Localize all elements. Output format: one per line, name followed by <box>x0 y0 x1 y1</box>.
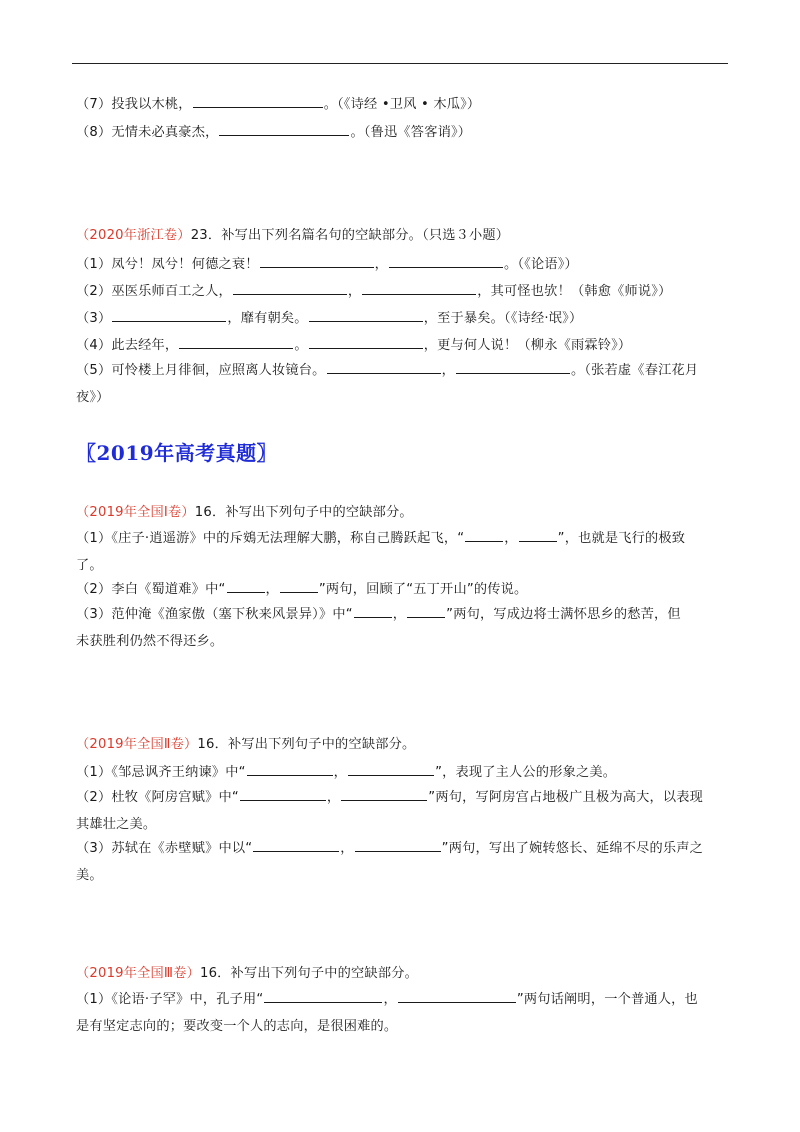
question-line-8 <box>76 123 471 142</box>
answer-blank[interactable] <box>253 839 339 852</box>
question-header-2019-national-1 <box>76 504 413 522</box>
question-text: （2）杜牧《阿房宫赋》中“ <box>76 790 239 805</box>
question-line-1 <box>76 763 616 782</box>
separator: ， <box>333 765 348 780</box>
exam-source-label: （2019年全国Ⅰ卷） <box>76 505 195 520</box>
separator: ， <box>374 257 389 272</box>
question-text: 是有坚定志向的；要改变一个人的志向，是很困难的。 <box>76 1018 398 1034</box>
question-source: ，其可怪也欤！（韩愈《师说》） <box>477 284 672 299</box>
question-line-1 <box>76 255 578 274</box>
answer-blank[interactable] <box>456 361 570 374</box>
exam-source-label: （2020年浙江卷） <box>76 228 191 243</box>
header-rule <box>72 63 728 64</box>
exam-source-label: （2019年全国Ⅲ卷） <box>76 966 200 981</box>
answer-blank[interactable] <box>112 309 226 322</box>
question-text: ”，也就是飞行的极致 <box>557 531 686 546</box>
separator: ， <box>347 284 362 299</box>
question-text: ”两句，写阿房宫占地极广且极为高大，以表现 <box>428 790 704 805</box>
answer-blank[interactable] <box>219 123 349 136</box>
question-header-2019-national-2 <box>76 736 415 754</box>
answer-blank[interactable] <box>341 788 427 801</box>
answer-blank[interactable] <box>179 336 293 349</box>
question-source: ，至于暴矣。（《诗经·氓》） <box>423 311 583 326</box>
answer-blank[interactable] <box>519 529 557 542</box>
question-line-7 <box>76 95 480 114</box>
answer-blank[interactable] <box>260 255 374 268</box>
question-text: （2）巫医乐师百工之人， <box>76 284 232 299</box>
question-line-3 <box>76 602 726 655</box>
question-text: （7）投我以木桃， <box>76 97 192 112</box>
answer-blank[interactable] <box>264 990 382 1003</box>
question-text: （4）此去经年， <box>76 338 179 353</box>
question-instruction: 16．补写出下列句子中的空缺部分。 <box>197 737 416 752</box>
separator: ， <box>504 531 518 546</box>
question-text: （1）《庄子·逍遥游》中的斥鴳无法理解大鹏，称自己腾跃起飞，“ <box>76 531 465 546</box>
separator: ， <box>326 790 341 805</box>
answer-blank[interactable] <box>240 788 326 801</box>
question-line-5 <box>76 358 726 411</box>
answer-blank[interactable] <box>389 255 503 268</box>
question-header-2020-zhejiang <box>76 227 509 245</box>
answer-blank[interactable] <box>247 763 333 776</box>
question-line-1 <box>76 526 726 579</box>
question-source: 。（张若虚《春江花月 <box>570 363 699 378</box>
question-text: （3）范仲淹《渔家傲（塞下秋来风景异）》中“ <box>76 607 353 622</box>
question-text: ”两句，写成边将士满怀思乡的愁苦，但 <box>446 607 681 622</box>
section-title: 〖2019年高考真题〗 <box>76 441 278 465</box>
question-line-1 <box>76 987 726 1040</box>
separator: ， <box>441 363 455 378</box>
question-line-3 <box>76 309 582 328</box>
answer-blank[interactable] <box>280 580 318 593</box>
question-text: ”，表现了主人公的形象之美。 <box>435 765 617 780</box>
separator: ， <box>265 582 279 597</box>
question-text: （5）可怜楼上月徘徊，应照离人妆镜台。 <box>76 363 326 378</box>
question-text: ”两句，写出了婉转悠长、延绵不尽的乐声之 <box>441 841 704 856</box>
question-text: ”两句，回顾了“五丁开山”的传说。 <box>318 582 528 597</box>
answer-blank[interactable] <box>355 839 441 852</box>
question-header-2019-national-3 <box>76 965 418 983</box>
separator: ， <box>383 992 397 1007</box>
answer-blank[interactable] <box>233 282 347 295</box>
question-text: 未获胜利仍然不得还乡。 <box>76 633 224 649</box>
question-line-2 <box>76 580 527 599</box>
question-instruction: 16．补写出下列句子中的空缺部分。 <box>194 505 413 520</box>
question-text: 其雄壮之美。 <box>76 816 157 832</box>
answer-blank[interactable] <box>327 361 441 374</box>
question-source: 。（《论语》） <box>504 257 578 272</box>
question-source: 夜》） <box>76 389 110 405</box>
question-text: （2）李白《蜀道难》中“ <box>76 582 226 597</box>
question-source: 。（《诗经 •卫风 • 木瓜》） <box>323 97 481 112</box>
exam-source-label: （2019年全国Ⅱ卷） <box>76 737 198 752</box>
question-text: （1）凤兮！凤兮！何德之衰！ <box>76 257 259 272</box>
answer-blank[interactable] <box>407 605 445 618</box>
question-text: 美。 <box>76 867 103 883</box>
question-line-4 <box>76 336 631 355</box>
separator: 。 <box>294 338 308 353</box>
question-text: （8）无情未必真豪杰， <box>76 125 219 140</box>
answer-blank[interactable] <box>348 763 434 776</box>
question-text: （1）《邹忌讽齐王纳谏》中“ <box>76 765 246 780</box>
answer-blank[interactable] <box>227 580 265 593</box>
answer-blank[interactable] <box>309 309 423 322</box>
answer-blank[interactable] <box>354 605 392 618</box>
question-line-2 <box>76 282 671 301</box>
separator: ， <box>340 841 354 856</box>
question-source: 。（鲁迅《答客诮》） <box>350 125 472 140</box>
question-text: （3） <box>76 311 112 326</box>
answer-blank[interactable] <box>309 336 423 349</box>
question-source: ，更与何人说！（柳永《雨霖铃》） <box>423 338 632 353</box>
question-text: ”两句话阐明，一个普通人，也 <box>516 992 698 1007</box>
question-text: （3）苏轼在《赤壁赋》中以“ <box>76 841 253 856</box>
answer-blank[interactable] <box>193 95 323 108</box>
question-text: 了。 <box>76 557 103 573</box>
question-line-2 <box>76 785 726 838</box>
question-instruction: 23．补写出下列名篇名句的空缺部分。（只选３小题） <box>190 228 510 243</box>
question-instruction: 16．补写出下列句子中的空缺部分。 <box>199 966 418 981</box>
separator: ， <box>392 607 407 622</box>
answer-blank[interactable] <box>362 282 476 295</box>
question-line-3 <box>76 836 726 889</box>
question-text: ，靡有朝矣。 <box>227 311 308 326</box>
answer-blank[interactable] <box>398 990 516 1003</box>
answer-blank[interactable] <box>465 529 503 542</box>
question-text: （1）《论语·子罕》中，孔子用“ <box>76 992 264 1007</box>
